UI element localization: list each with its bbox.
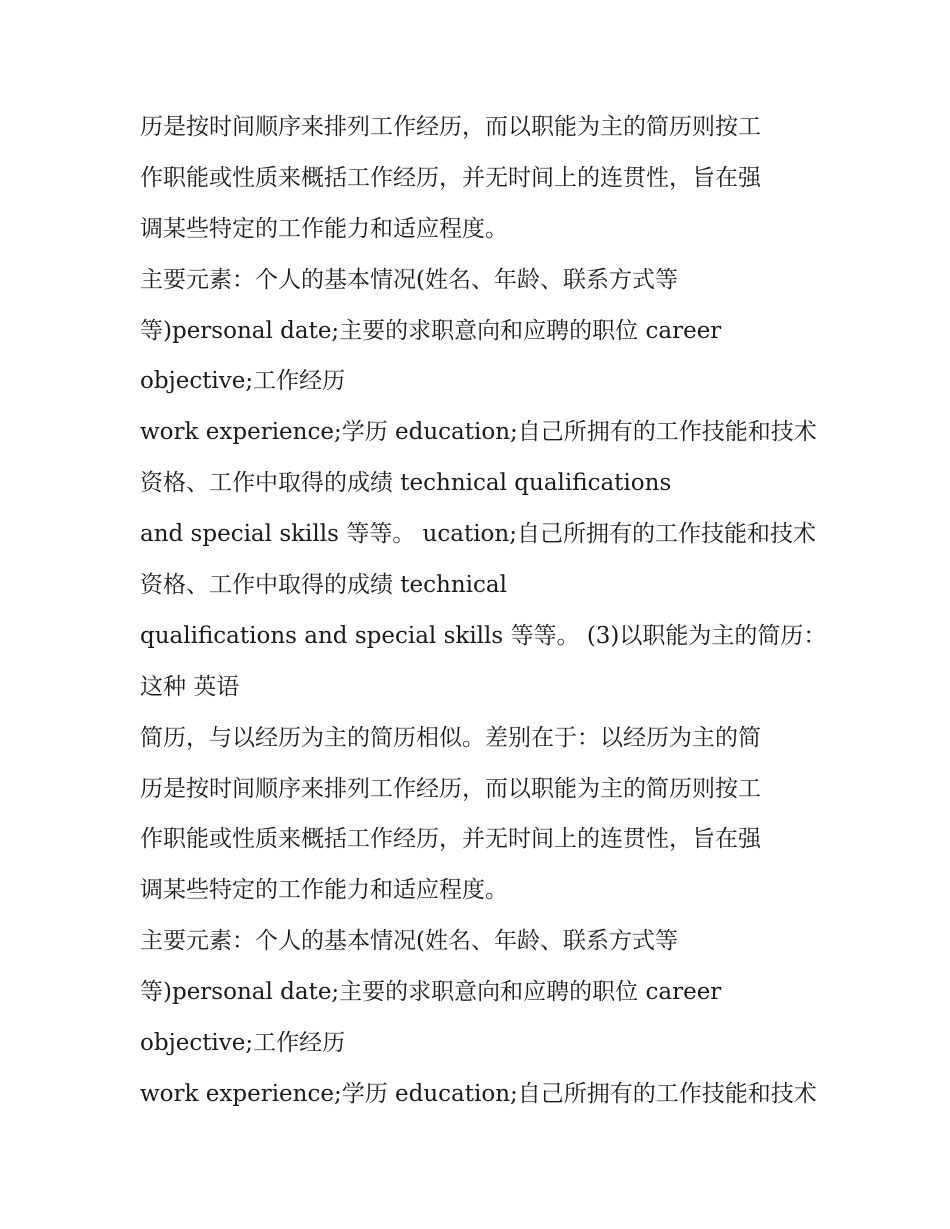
- text-line: 等)personal date;主要的求职意向和应聘的职位 career: [140, 979, 722, 1006]
- text-line: 资格、工作中取得的成绩 technical qualifications: [140, 470, 672, 497]
- text-line: work experience;学历 education;自己所拥有的工作技能和技术: [140, 1080, 817, 1107]
- text-line: 主要元素：个人的基本情况(姓名、年龄、联系方式等: [140, 266, 678, 293]
- text-line: 调某些特定的工作能力和适应程度。: [140, 877, 508, 904]
- text-line: qualifications and special skills 等等。 (3)以职能为主的简历：: [140, 622, 827, 649]
- text-line: work experience;学历 education;自己所拥有的工作技能和技术: [140, 419, 817, 446]
- text-line: 调某些特定的工作能力和适应程度。: [140, 215, 508, 242]
- text-line: and special skills 等等。 ucation;自己所拥有的工作技能和技术: [140, 521, 816, 548]
- document-body: [140, 102, 830, 1120]
- text-line: 作职能或性质来概括工作经历，并无时间上的连贯性，旨在强: [140, 164, 761, 191]
- text-line: 简历，与以经历为主的简历相似。差别在于：以经历为主的简: [140, 724, 761, 751]
- text-line: 作职能或性质来概括工作经历，并无时间上的连贯性，旨在强: [140, 826, 761, 853]
- text-line: objective;工作经历: [140, 368, 346, 395]
- text-line: 历是按时间顺序来排列工作经历，而以职能为主的简历则按工: [140, 775, 761, 802]
- text-line: 主要元素：个人的基本情况(姓名、年龄、联系方式等: [140, 928, 678, 955]
- text-line: objective;工作经历: [140, 1030, 346, 1057]
- text-line: 等)personal date;主要的求职意向和应聘的职位 career: [140, 317, 722, 344]
- text-line: 历是按时间顺序来排列工作经历，而以职能为主的简历则按工: [140, 114, 761, 140]
- text-line: 这种 英语: [140, 673, 240, 700]
- text-line: 资格、工作中取得的成绩 technical: [140, 572, 507, 599]
